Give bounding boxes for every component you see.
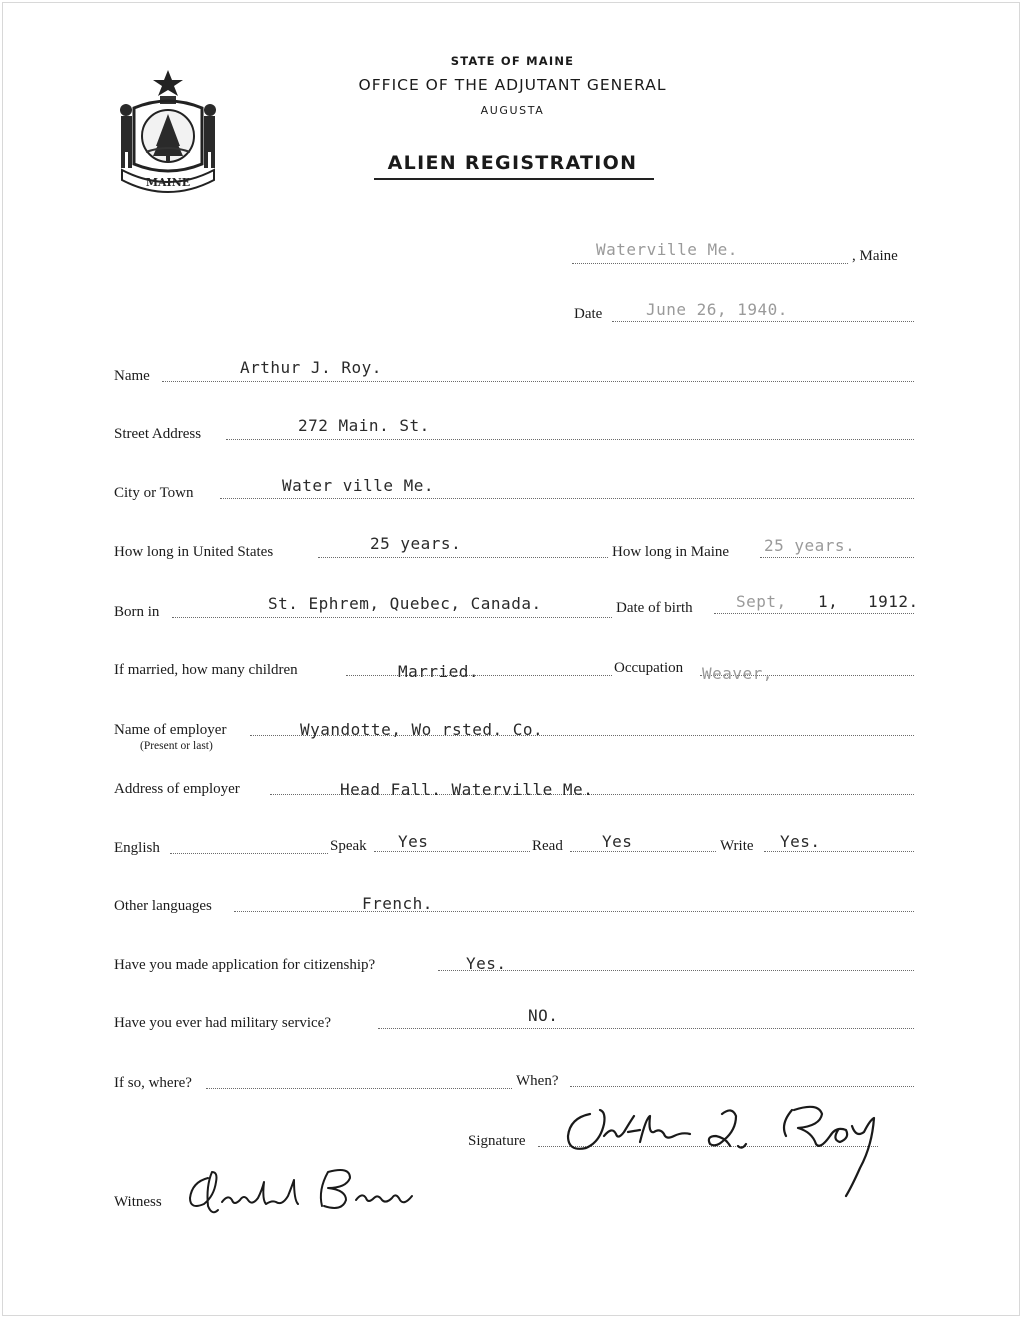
speak-label: Speak	[330, 838, 367, 854]
when-line	[570, 1085, 914, 1087]
employer-name-note: (Present or last)	[140, 740, 213, 752]
header-office: OFFICE OF THE ADJUTANT GENERAL	[358, 76, 667, 94]
employer-address-label: Address of employer	[114, 781, 240, 797]
born-in-label: Born in	[114, 604, 160, 620]
military-line	[378, 1027, 914, 1029]
occupation-label: Occupation	[614, 660, 684, 676]
how-long-us-label: How long in United States	[114, 544, 274, 560]
other-languages-line	[234, 910, 914, 912]
read-line	[570, 850, 716, 852]
dob-month-value: Sept,	[736, 592, 787, 611]
citizenship-line	[438, 969, 914, 971]
military-value: NO.	[528, 1006, 559, 1025]
read-label: Read	[532, 838, 563, 854]
city-town-line	[220, 497, 914, 499]
if-so-where-line	[206, 1087, 512, 1089]
how-long-maine-line	[760, 556, 914, 558]
other-languages-value: French.	[362, 894, 433, 913]
city-town-label: City or Town	[114, 485, 194, 501]
date-of-birth-label: Date of birth	[616, 600, 693, 616]
dob-day-value: 1,	[818, 592, 839, 611]
how-long-maine-label: How long in Maine	[612, 544, 730, 560]
street-address-value: 272 Main. St.	[298, 416, 430, 435]
other-languages-label: Other languages	[114, 898, 212, 914]
military-label: Have you ever had military service?	[114, 1015, 331, 1031]
maine-label: , Maine	[852, 248, 898, 264]
how-long-maine-value: 25 years.	[764, 536, 856, 555]
signature-handwriting	[560, 1096, 896, 1200]
when-label: When?	[516, 1073, 559, 1089]
dob-year-value: 1912.	[868, 592, 919, 611]
maine-state-seal	[112, 66, 224, 194]
employer-name-value: Wyandotte, Wo rsted. Co.	[300, 720, 544, 739]
svg-text:MAINE: MAINE	[145, 176, 191, 189]
name-line	[162, 380, 914, 382]
name-label: Name	[114, 368, 150, 384]
occupation-value: Weaver,	[702, 664, 773, 683]
town-value: Waterville Me.	[596, 240, 738, 259]
form-title: ALIEN REGISTRATION	[387, 152, 638, 174]
english-label: English	[114, 840, 160, 856]
header-city: AUGUSTA	[480, 104, 545, 117]
title-underline	[374, 178, 654, 180]
how-long-us-value: 25 years.	[370, 534, 462, 553]
citizenship-value: Yes.	[466, 954, 507, 973]
street-address-label: Street Address	[114, 426, 202, 442]
speak-value: Yes	[398, 832, 429, 851]
witness-label: Witness	[114, 1194, 162, 1210]
street-address-line	[226, 438, 914, 440]
born-in-line	[172, 616, 612, 618]
town-line	[572, 262, 848, 264]
date-line	[612, 320, 914, 322]
read-value: Yes	[602, 832, 633, 851]
write-label: Write	[720, 838, 754, 854]
city-town-value: Water ville Me.	[282, 476, 434, 495]
born-in-value: St. Ephrem, Quebec, Canada.	[268, 594, 542, 613]
employer-name-label: Name of employer	[114, 722, 227, 738]
employer-address-value: Head Fall. Waterville Me.	[340, 780, 594, 799]
married-children-label: If married, how many children	[114, 662, 298, 678]
signature-label: Signature	[468, 1133, 526, 1149]
date-of-birth-line	[714, 612, 914, 614]
name-value: Arthur J. Roy.	[240, 358, 382, 377]
header-state: STATE OF MAINE	[450, 54, 575, 68]
date-label: Date	[574, 306, 603, 322]
english-line	[170, 852, 328, 854]
date-value: June 26, 1940.	[646, 300, 788, 319]
witness-handwriting	[178, 1160, 434, 1228]
how-long-us-line	[318, 556, 608, 558]
if-so-where-label: If so, where?	[114, 1075, 192, 1091]
citizenship-label: Have you made application for citizenship?	[114, 957, 376, 973]
write-value: Yes.	[780, 832, 821, 851]
married-value: Married.	[398, 662, 480, 681]
